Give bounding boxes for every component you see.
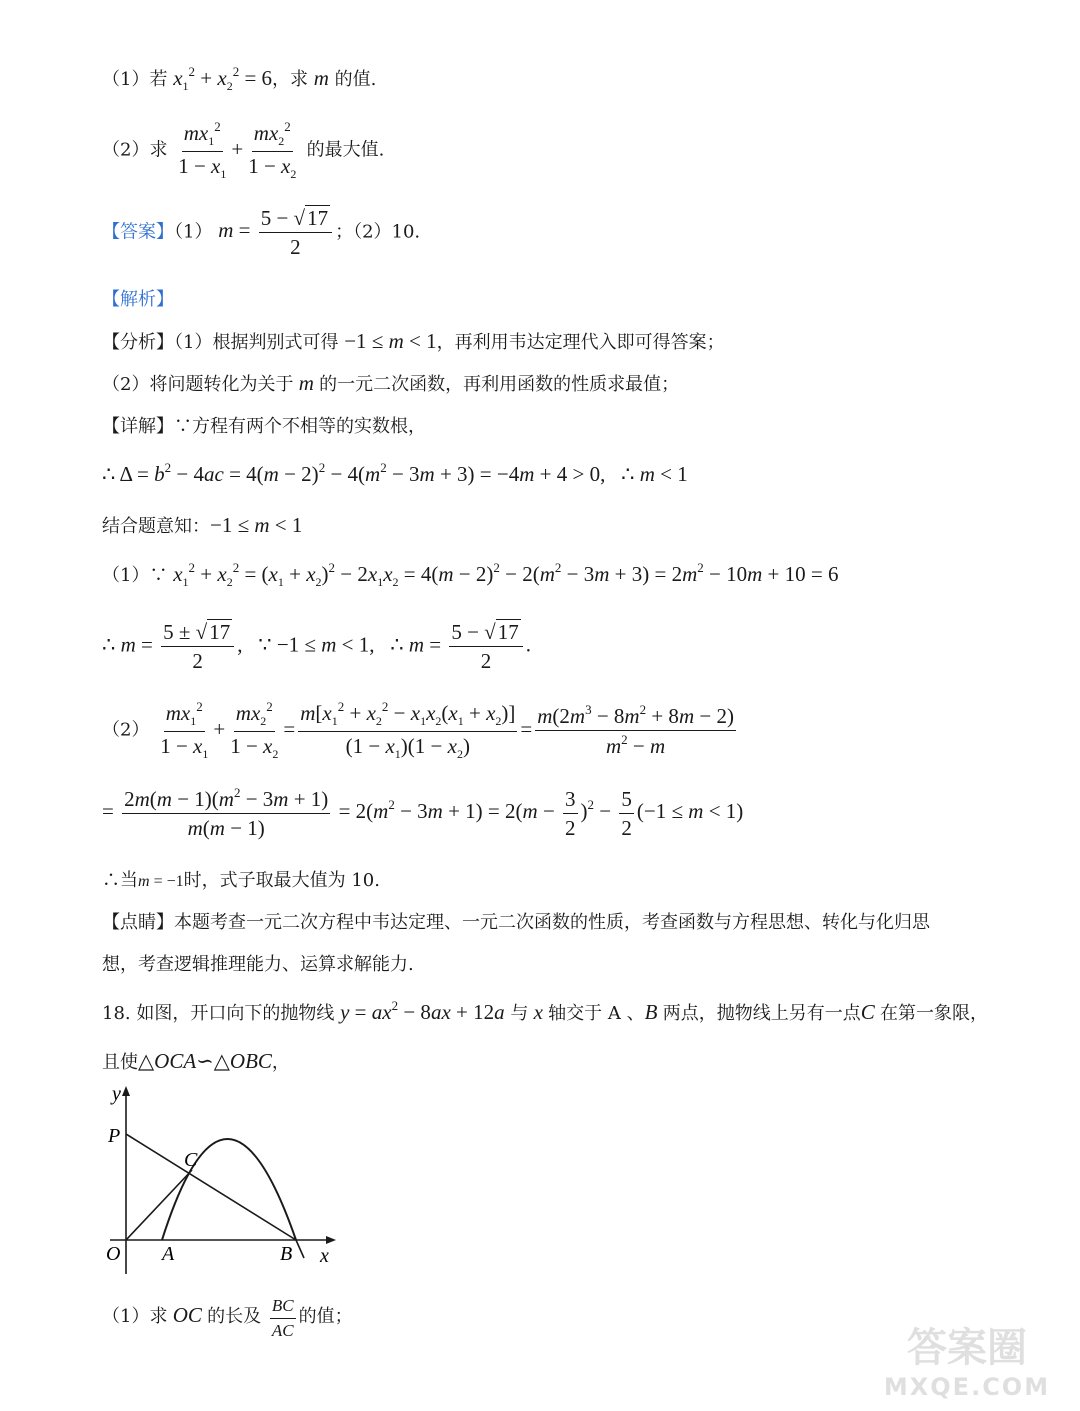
line-OC	[126, 1170, 192, 1240]
xiangjie-tag: 【详解】	[102, 416, 174, 437]
fenxi-tag: 【分析】	[102, 332, 174, 353]
part2-formula-1: $\frac{mx_1^2}{1 - x_1}$ + $\frac{mx_2^2}{1 - x_2}$ = $\frac{m[x_1^2 + x_2^2 - x_1x_2(x_1 + x_2)]}{(1 - x_1)(1 - x_2)}$ = $\frac{m(2m^3 - 8m^2 + 8m - 2)}{m^2 - m}$	[160, 699, 734, 761]
q2-expression: $\frac{mx_1^2}{1 - x_1}$ + $\frac{mx_2^2}{1 - x_2}$	[178, 119, 297, 181]
conclusion-b: 时，式子取最大值为 10.	[183, 870, 380, 891]
var-C: C	[860, 1000, 880, 1024]
range-expression: −1 ≤ m < 1	[210, 513, 303, 537]
conclusion-value: m = −1	[138, 873, 184, 890]
range-expression: −1 ≤ m < 1	[344, 329, 437, 353]
fenxi-1a: （1）根据判别式可得	[174, 332, 339, 353]
part1-solution: ∴ m = $\frac{5 \pm √17}{2}$ , ∵ −1 ≤ m < 1, ∴ m = $\frac{5 - √17}{2}$ .	[102, 620, 531, 674]
answer-part1: （1）	[174, 221, 213, 243]
q18-sub-1	[102, 1296, 353, 1340]
segment-OC: OC	[167, 1302, 208, 1327]
answer-tag: 【答案】	[102, 221, 174, 243]
jiexi-tag: 【解析】	[102, 289, 174, 310]
dianjing-tag: 【点睛】	[102, 912, 174, 933]
label-B: B	[280, 1243, 293, 1265]
var-B: B	[644, 1000, 663, 1024]
answer-part2: ；（2）10.	[335, 221, 421, 243]
parabola-equation: $y = ax^2 - 8ax + 12a$	[340, 998, 505, 1024]
answer-formula: m = $\frac{5 - √17}{2}$	[218, 218, 335, 242]
label-y: y	[112, 1083, 121, 1105]
q18-d: 两点，抛物线上另有一点	[662, 1003, 861, 1024]
q1-condition: $x_1^2 + x_2^2 = 6$	[173, 64, 273, 93]
question-2	[102, 120, 384, 182]
q18-line-2: 且使△OCA∽△OBC，	[102, 1049, 290, 1073]
label-x: x	[320, 1245, 329, 1267]
similar-triangles: △OCA∽△OBC	[138, 1049, 272, 1073]
label-A: A	[162, 1243, 175, 1265]
conclusion-a: ∴当	[102, 870, 138, 891]
answer-line	[102, 206, 420, 259]
xiangjie-line	[102, 412, 426, 438]
var-m: m	[313, 66, 329, 90]
var-m: m	[293, 371, 320, 395]
label-O: O	[106, 1243, 121, 1265]
q1-end: 的值.	[334, 69, 377, 90]
var-x: x	[528, 1000, 549, 1024]
dianjing-line-1	[102, 908, 930, 934]
combine-line	[102, 512, 302, 538]
q18-2: 且使	[102, 1052, 138, 1073]
fenxi-2b: 的一元二次函数，再利用函数的性质求最值；	[319, 374, 680, 395]
fenxi-line-2	[102, 370, 679, 396]
q18-b: 与	[510, 1003, 529, 1024]
line-BC-extension	[296, 1240, 304, 1258]
label-C: C	[184, 1149, 198, 1171]
discriminant-line: ∴ $\Delta = b^2 - 4ac = 4(m - 2)^2 - 4(m^2 - 3m + 3) = -4m + 4 > 0$, ∴ m < 1	[102, 460, 688, 486]
fenxi-1b: ，再利用韦达定理代入即可得答案；	[436, 332, 725, 353]
q18-e: 在第一象限，	[879, 1003, 988, 1024]
q18-c: 轴交于 A 、	[548, 1003, 645, 1024]
y-axis-arrow	[122, 1086, 130, 1096]
q18-line-1	[102, 998, 988, 1025]
dianjing-1: 本题考查一元二次方程中韦达定理、一元二次函数的性质，考查函数与方程思想、转化与化归思	[174, 912, 930, 933]
dianjing-line-2: 想，考查逻辑推理能力、运算求解能力.	[102, 954, 414, 975]
part1-formula: $x_1^2 + x_2^2 = (x_1 + x_2)^2 - 2x_1x_2 = 4(m - 2)^2 - 2(m^2 - 3m + 3) = 2m^2 - 10m + 10 = 6$	[173, 560, 839, 589]
parabola-curve	[162, 1139, 296, 1240]
q1-suffix: ，求	[272, 69, 309, 90]
part2-label: （2）	[102, 719, 150, 741]
q18-a: 18. 如图，开口向下的抛物线	[102, 1003, 335, 1024]
q2-suffix: 的最大值.	[306, 139, 385, 161]
x-axis-arrow	[326, 1236, 336, 1244]
q18-q1b: 的长及	[207, 1305, 262, 1327]
label-P: P	[108, 1125, 121, 1147]
fenxi-2: （2）将问题转化为关于	[102, 374, 294, 395]
watermark-logo: 答案圈 MXQE.COM	[883, 1325, 1051, 1401]
line-PB	[126, 1134, 296, 1240]
part2-equation-2: = $\frac{2m(m - 1)(m^2 - 3m + 1)}{m(m - 1)}$ = $2(m^2 - 3m + 1) = 2(m$ − $\frac{3}{2}$ )$^2$ − $\frac{5}{2}$ (−1 ≤ m < 1)	[102, 785, 744, 841]
fenxi-line-1	[102, 328, 725, 354]
q18-q1c: 的值；	[298, 1305, 353, 1327]
question-1	[102, 64, 376, 94]
q2-prefix: （2）求	[102, 139, 168, 161]
part1-equation	[102, 560, 838, 590]
part1-label: （1）∵	[102, 565, 168, 586]
part2-equation-1	[102, 700, 739, 762]
ratio-BC-AC: $\frac{BC}{AC}$	[271, 1296, 294, 1340]
q18-q1a: （1）求	[102, 1305, 168, 1327]
combine-text: 结合题意知：	[102, 516, 210, 537]
q1-prefix: （1）若	[102, 69, 168, 90]
xiangjie-text: ∵方程有两个不相等的实数根，	[174, 416, 426, 437]
parabola-figure	[96, 1078, 346, 1278]
conclusion-line	[102, 866, 380, 892]
